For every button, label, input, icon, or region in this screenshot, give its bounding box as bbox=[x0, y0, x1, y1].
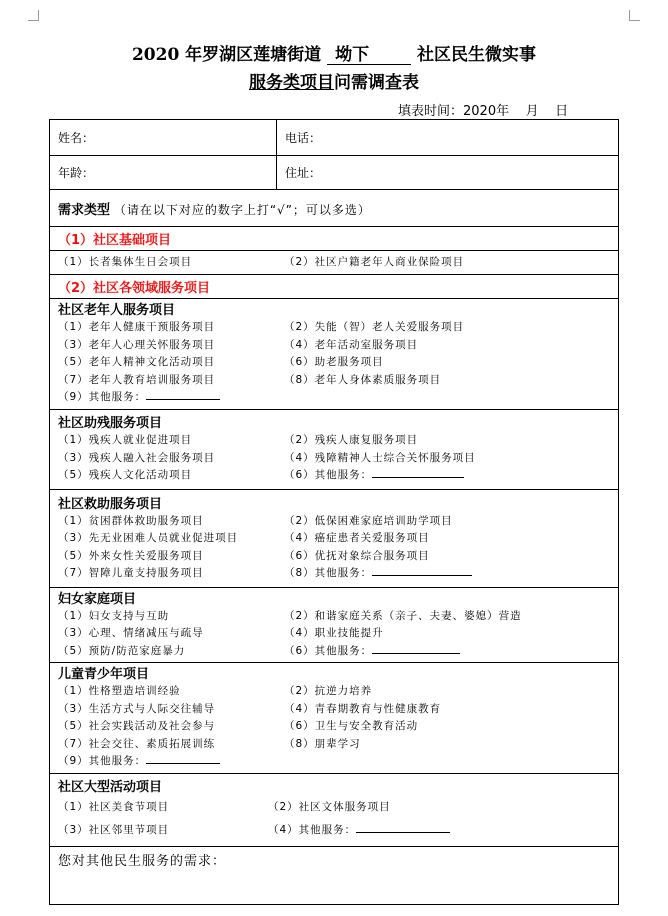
option-item[interactable]: （6）优抚对象综合服务项目 bbox=[284, 549, 430, 562]
section-items bbox=[58, 319, 618, 407]
other-label: （6）其他服务： bbox=[284, 644, 373, 657]
community-name-blank bbox=[327, 47, 411, 65]
option-item[interactable]: （8）老年人身体素质服务项目 bbox=[284, 373, 442, 386]
section-title: 社区救助服务项目 bbox=[58, 496, 163, 512]
option-item[interactable]: （7）社会交往、素质拓展训练 bbox=[58, 737, 216, 750]
option-item[interactable]: （4）职业技能提升 bbox=[284, 627, 384, 640]
section-items bbox=[58, 608, 618, 661]
option-item[interactable]: （5）预防/防范家庭暴力 bbox=[58, 644, 186, 657]
other-blank[interactable] bbox=[146, 399, 220, 400]
other-label: （4）其他服务： bbox=[268, 824, 357, 836]
option-item-other[interactable] bbox=[58, 753, 284, 771]
section-title: 社区大型活动项目 bbox=[58, 780, 163, 795]
address-field[interactable] bbox=[277, 156, 619, 190]
option-item[interactable]: （1）社区美食节项目 bbox=[58, 801, 170, 813]
title-prefix: 2020 年罗湖区莲塘街道 bbox=[131, 45, 322, 65]
option-item[interactable]: （4）青春期教育与性健康教育 bbox=[284, 702, 442, 715]
option-item[interactable]: （3）老年人心理关怀服务项目 bbox=[58, 338, 216, 351]
other-needs-field[interactable] bbox=[50, 847, 619, 905]
other-blank[interactable] bbox=[356, 832, 450, 833]
option-item[interactable]: （2）抗逆力培养 bbox=[284, 685, 373, 698]
other-needs-label: 您对其他民生服务的需求： bbox=[58, 854, 227, 869]
section-items bbox=[58, 432, 618, 485]
name-field[interactable] bbox=[50, 120, 277, 156]
section-elderly bbox=[50, 299, 619, 410]
fill-date: 填表时间：2020年 月 日 bbox=[398, 104, 569, 119]
option-item[interactable]: （4）老年活动室服务项目 bbox=[284, 338, 419, 351]
section-title: 妇女家庭项目 bbox=[58, 591, 137, 607]
option-item-other[interactable] bbox=[268, 819, 618, 842]
option-item[interactable]: （5）社会实践活动及社会参与 bbox=[58, 720, 216, 733]
option-item[interactable]: （3）残疾人融入社会服务项目 bbox=[58, 451, 216, 464]
section-items bbox=[58, 513, 618, 583]
request-type-row bbox=[50, 190, 619, 227]
section-youth bbox=[50, 663, 619, 774]
option-item[interactable]: （5）外来女性关爱服务项目 bbox=[58, 549, 204, 562]
option-item[interactable]: （6）卫生与安全教育活动 bbox=[284, 720, 419, 733]
section-disability bbox=[50, 410, 619, 490]
community-name: 坳下 bbox=[335, 45, 370, 65]
option-item-other[interactable] bbox=[284, 467, 618, 485]
survey-table bbox=[49, 119, 619, 905]
basic-projects-title: （1）社区基础项目 bbox=[58, 233, 172, 248]
section-title: 儿童青少年项目 bbox=[58, 667, 150, 683]
option-item[interactable]: （2）社区文体服务项目 bbox=[268, 801, 391, 813]
option-item[interactable]: （2）失能（智）老人关爱服务项目 bbox=[284, 321, 465, 334]
title-rest: 问需调查表 bbox=[334, 73, 419, 93]
option-item-other[interactable] bbox=[284, 565, 618, 583]
age-field[interactable] bbox=[50, 156, 277, 190]
phone-label: 电话： bbox=[285, 131, 322, 145]
other-label: （8）其他服务： bbox=[284, 567, 373, 579]
basic-item-2[interactable]: （2）社区户籍老年人商业保险项目 bbox=[284, 255, 465, 268]
other-label: （9）其他服务： bbox=[58, 755, 147, 768]
basic-projects-row bbox=[50, 251, 619, 275]
section-title: 社区助残服务项目 bbox=[58, 416, 163, 432]
option-item[interactable]: （5）残疾人文化活动项目 bbox=[58, 469, 193, 482]
request-type-heading: 需求类型 bbox=[58, 202, 111, 218]
option-item[interactable]: （4）残障精神人士综合关怀服务项目 bbox=[284, 451, 476, 464]
section-items bbox=[58, 683, 618, 771]
option-item[interactable]: （2）低保困难家庭培训助学项目 bbox=[284, 514, 453, 527]
title-suffix: 社区民生微实事 bbox=[417, 45, 537, 65]
option-item-other[interactable] bbox=[284, 643, 618, 661]
option-item[interactable]: （6）助老服务项目 bbox=[284, 356, 384, 369]
other-label: （9）其他服务： bbox=[58, 391, 147, 404]
other-blank[interactable] bbox=[372, 575, 472, 576]
name-label: 姓名： bbox=[58, 131, 95, 145]
age-label: 年龄： bbox=[58, 166, 95, 180]
option-item[interactable]: （5）老年人精神文化活动项目 bbox=[58, 356, 216, 369]
option-item[interactable]: （8）朋辈学习 bbox=[284, 737, 361, 750]
address-label: 住址： bbox=[285, 166, 322, 180]
other-blank[interactable] bbox=[372, 653, 460, 654]
option-item[interactable]: （3）社区邻里节项目 bbox=[58, 824, 170, 836]
phone-field[interactable] bbox=[277, 120, 619, 156]
section-title: 社区老年人服务项目 bbox=[58, 303, 176, 319]
basic-item-1[interactable]: （1）长者集体生日会项目 bbox=[58, 255, 193, 268]
option-item[interactable]: （1）老年人健康干预服务项目 bbox=[58, 321, 216, 334]
option-item-other[interactable] bbox=[58, 389, 284, 407]
request-type-hint: （请在以下对应的数字上打“√”；可以多选） bbox=[113, 202, 371, 217]
other-blank[interactable] bbox=[372, 477, 464, 478]
option-item[interactable]: （3）先无业困难人员就业促进项目 bbox=[58, 532, 239, 544]
title-underlined-part: 服务类项目 bbox=[249, 73, 334, 93]
option-item[interactable]: （1）残疾人就业促进项目 bbox=[58, 434, 193, 447]
section-items bbox=[58, 796, 618, 842]
option-item[interactable]: （2）残疾人康复服务项目 bbox=[284, 434, 419, 447]
basic-projects-header bbox=[50, 227, 619, 251]
basic-items bbox=[58, 254, 618, 272]
option-item[interactable]: （7）老年人教育培训服务项目 bbox=[58, 373, 216, 386]
domain-projects-header bbox=[50, 275, 619, 299]
option-item[interactable]: （2）和谐家庭关系（亲子、夫妻、婆媳）营造 bbox=[284, 609, 522, 622]
other-label: （6）其他服务： bbox=[284, 469, 373, 482]
section-rescue bbox=[50, 490, 619, 588]
document-title-line1 bbox=[0, 40, 668, 65]
option-item[interactable]: （1）妇女支持与互助 bbox=[58, 609, 170, 622]
other-blank[interactable] bbox=[146, 763, 220, 764]
section-large-activities bbox=[50, 774, 619, 847]
option-item[interactable]: （3）生活方式与人际交往辅导 bbox=[58, 702, 216, 715]
option-item[interactable]: （7）智障儿童支持服务项目 bbox=[58, 567, 204, 579]
document-title-line2 bbox=[0, 68, 668, 93]
page-corner-mark-left bbox=[28, 10, 39, 21]
option-item[interactable]: （4）癌症患者关爱服务项目 bbox=[284, 532, 430, 544]
section-women-family bbox=[50, 588, 619, 663]
page-corner-mark-right bbox=[629, 10, 640, 21]
option-item[interactable]: （3）心理、情绪减压与疏导 bbox=[58, 627, 204, 640]
option-item[interactable]: （1）性格塑造培训经验 bbox=[58, 685, 181, 698]
option-item[interactable]: （1）贫困群体救助服务项目 bbox=[58, 514, 204, 527]
domain-projects-title: （2）社区各领域服务项目 bbox=[58, 281, 211, 296]
